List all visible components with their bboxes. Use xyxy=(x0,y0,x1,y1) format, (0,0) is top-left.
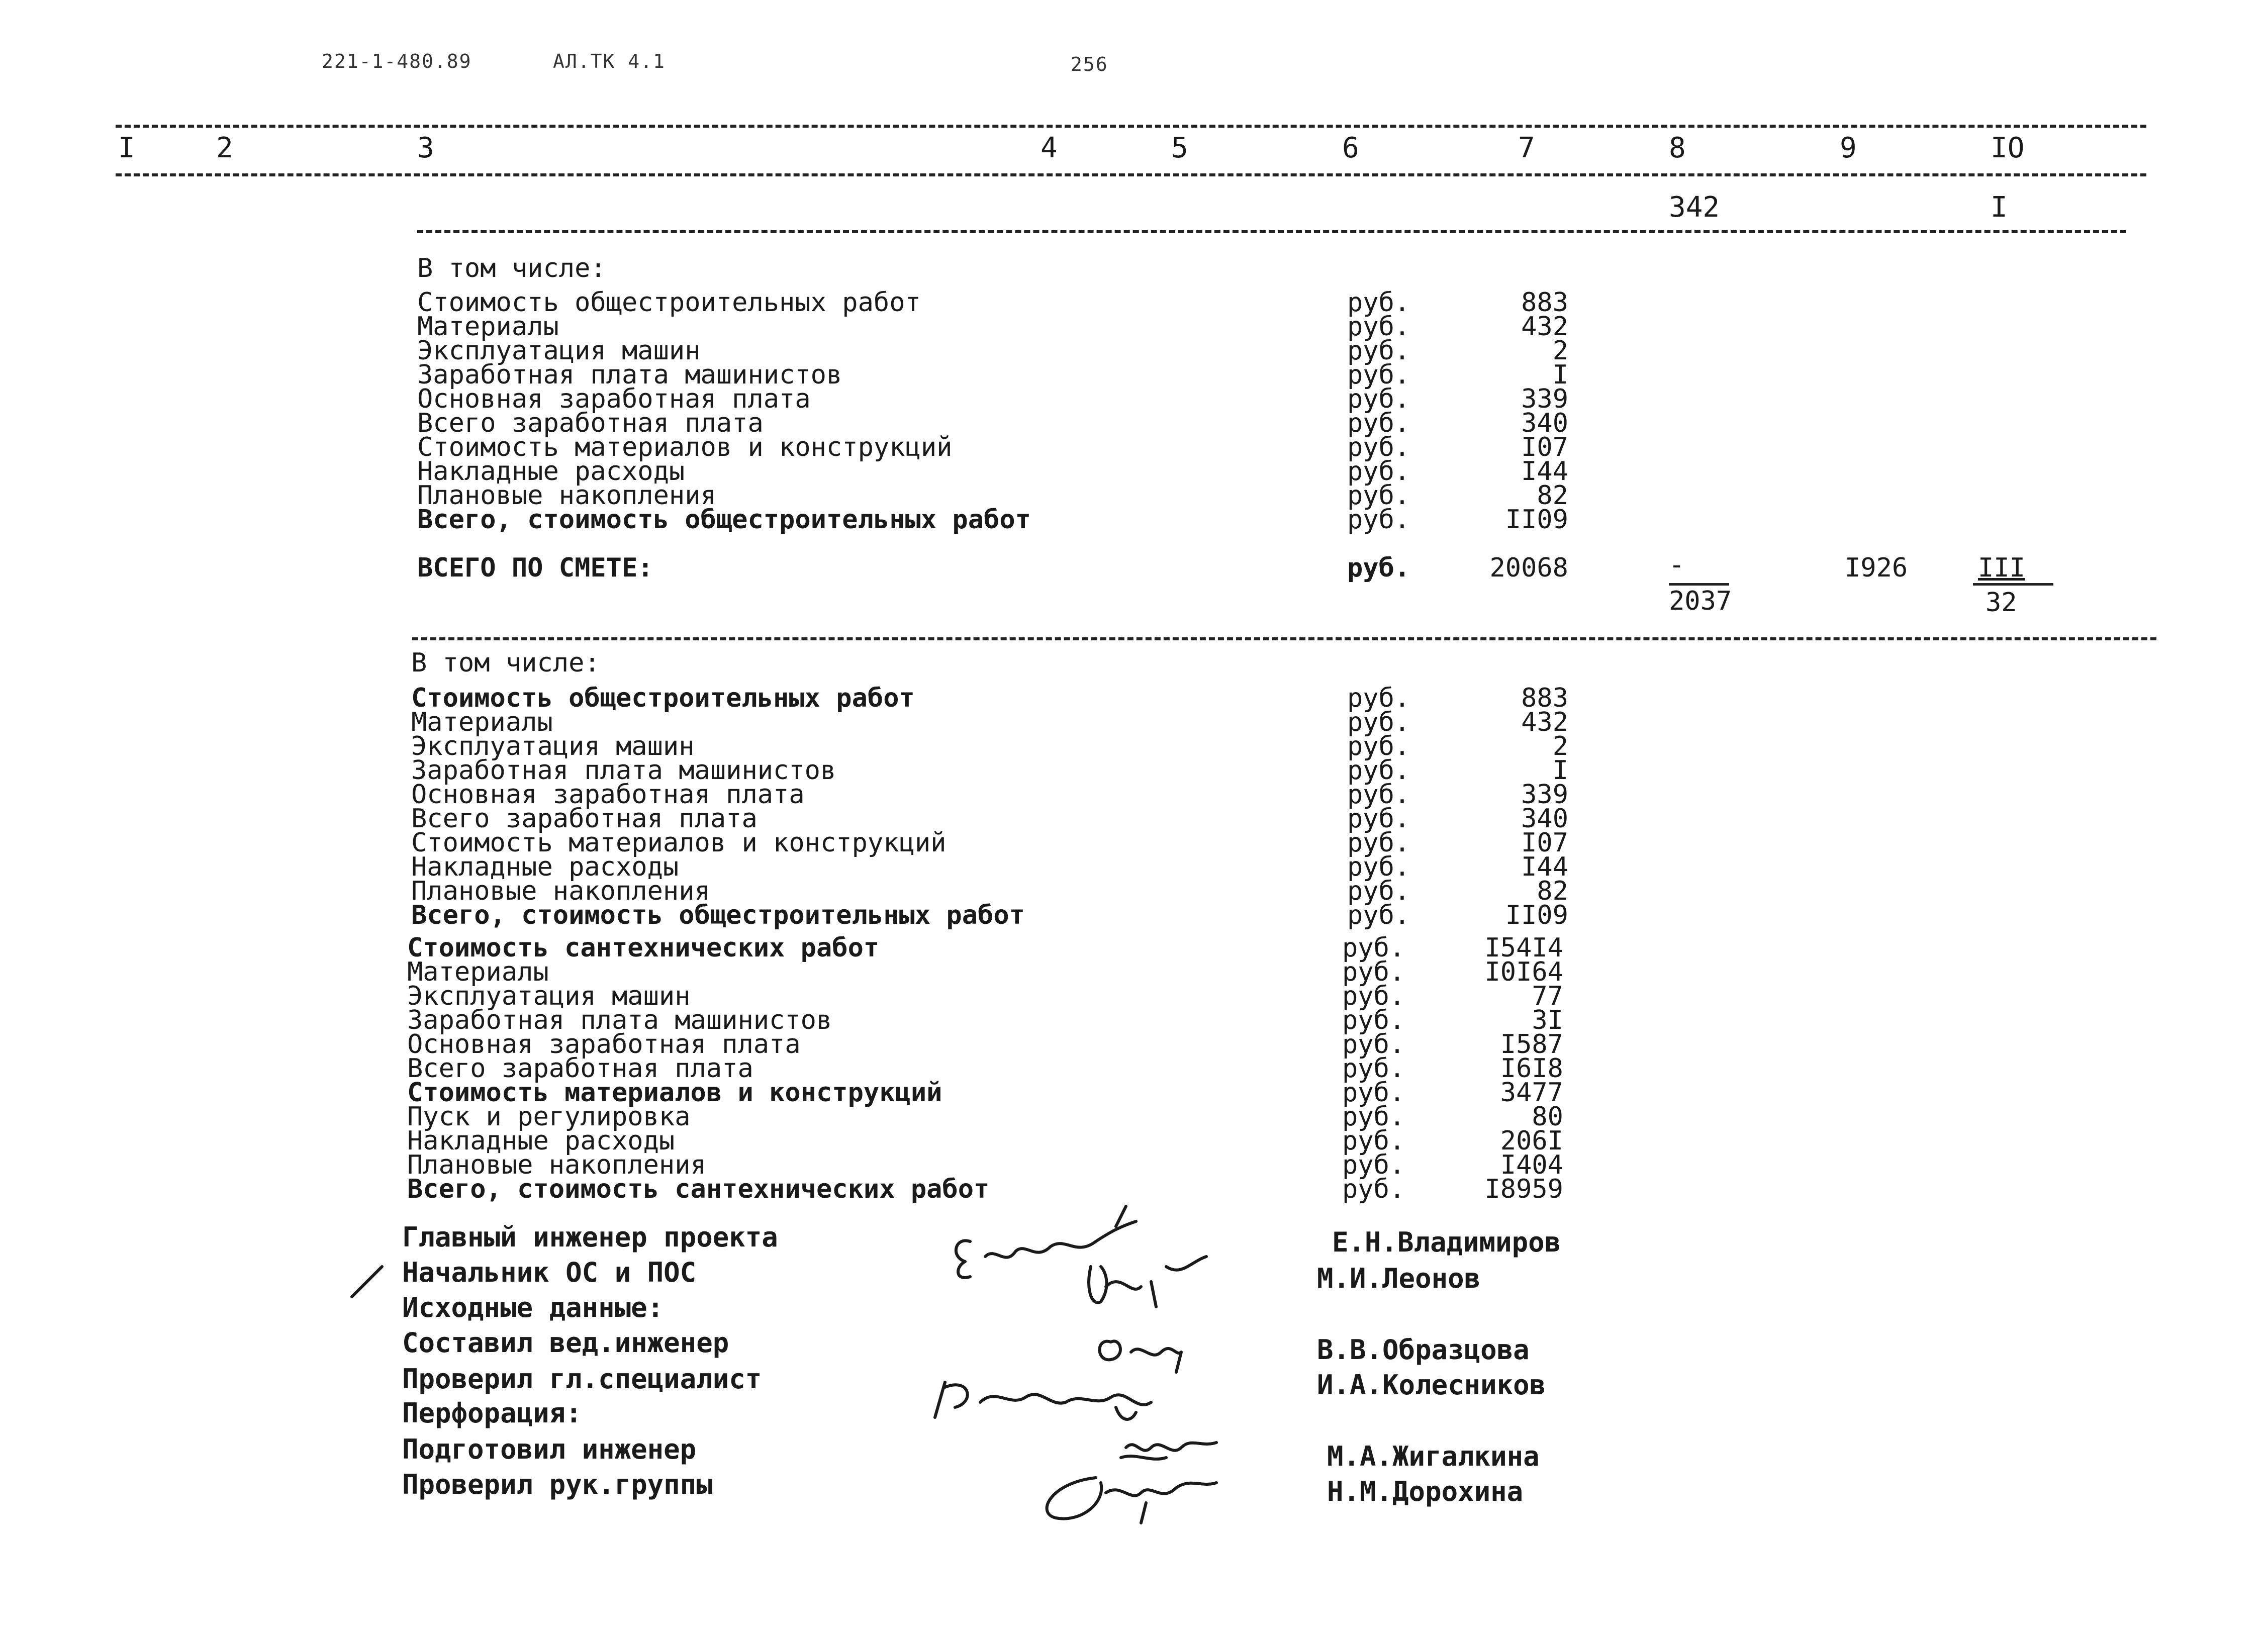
signature-name: Е.Н.Владимиров xyxy=(1332,1226,1561,1258)
section2-row-label: Основная заработная плата xyxy=(411,780,805,810)
signature-mark-3 xyxy=(1100,1341,1182,1372)
section2-row-unit: руб. xyxy=(1347,707,1410,737)
section1-row-value: II09 xyxy=(1505,505,1568,535)
signature-name: М.И.Леонов xyxy=(1317,1263,1481,1294)
section1-row-value: 340 xyxy=(1521,408,1568,438)
section3-row-value: I587 xyxy=(1500,1029,1563,1060)
signature-name: В.В.Образцова xyxy=(1317,1334,1530,1366)
section2-row-unit: руб. xyxy=(1347,876,1410,906)
total-col10-bottom: 32 xyxy=(1986,588,2017,618)
section3-row-value: I54I4 xyxy=(1484,933,1563,963)
section1-row-value: I07 xyxy=(1521,432,1568,462)
section1-row-label: Всего, стоимость общестроительных работ xyxy=(417,505,1031,535)
section2-row-value: I44 xyxy=(1521,852,1568,882)
total-value: 20068 xyxy=(1489,553,1568,583)
section2-row-label: Накладные расходы xyxy=(411,852,679,882)
section2-row-value: I xyxy=(1552,755,1568,786)
section2-row-label: Стоимость общестроительных работ xyxy=(411,683,915,713)
section2-row-label: Плановые накопления xyxy=(411,876,710,906)
column-number-1: I xyxy=(118,132,135,164)
section3-row-value: 3I xyxy=(1532,1005,1563,1035)
section2-row-label: Всего, стоимость общестроительных работ xyxy=(411,900,1025,930)
section1-row-label: Плановые накопления xyxy=(417,481,716,511)
album-code: АЛ.ТК 4.1 xyxy=(553,50,666,72)
section1-row-unit: руб. xyxy=(1347,360,1410,390)
section1-row-label: Стоимость общестроительных работ xyxy=(417,287,921,318)
column-number-10: IO xyxy=(1991,132,2025,164)
section3-row-unit: руб. xyxy=(1342,933,1405,963)
section3-row-label: Стоимость сантехнических работ xyxy=(407,933,880,963)
section2-heading: В том числе: xyxy=(411,648,600,678)
section3-row-unit: руб. xyxy=(1342,981,1405,1011)
section3-row-unit: руб. xyxy=(1342,1005,1405,1035)
section3-row-label: Накладные расходы xyxy=(407,1126,675,1156)
section2-row-unit: руб. xyxy=(1347,828,1410,858)
section3-row-label: Эксплуатация машин xyxy=(407,981,691,1011)
total-label: ВСЕГО ПО СМЕТЕ: xyxy=(417,553,653,583)
section2-row-value: 883 xyxy=(1521,683,1568,713)
section2-row-value: 339 xyxy=(1521,780,1568,810)
signature-name: М.А.Жигалкина xyxy=(1327,1441,1540,1472)
section2-row-label: Всего заработная плата xyxy=(411,804,758,834)
section2-row-unit: руб. xyxy=(1347,900,1410,930)
section2-row-unit: руб. xyxy=(1347,804,1410,834)
section3-row-unit: руб. xyxy=(1342,1126,1405,1156)
section1-row-unit: руб. xyxy=(1347,408,1410,438)
column-number-6: 6 xyxy=(1342,132,1359,164)
column-number-7: 7 xyxy=(1518,132,1535,164)
section3-row-value: 80 xyxy=(1532,1102,1563,1132)
total-unit: руб. xyxy=(1347,553,1410,583)
section3-row-label: Основная заработная плата xyxy=(407,1029,801,1060)
section2-row-value: I07 xyxy=(1521,828,1568,858)
column-number-4: 4 xyxy=(1041,132,1058,164)
section1-row-label: Заработная плата машинистов xyxy=(417,360,842,390)
section3-row-value: 3477 xyxy=(1500,1078,1563,1108)
signature-mark-6 xyxy=(1047,1478,1216,1523)
section1-row-unit: руб. xyxy=(1347,432,1410,462)
section3-row-value: 77 xyxy=(1532,981,1563,1011)
section2-row-label: Эксплуатация машин xyxy=(411,731,695,761)
signature-role: Перфорация: xyxy=(402,1397,582,1429)
section2-row-unit: руб. xyxy=(1347,683,1410,713)
column-number-9: 9 xyxy=(1840,132,1857,164)
section3-row-value: I0I64 xyxy=(1484,957,1563,987)
section2-row-value: II09 xyxy=(1505,900,1568,930)
section1-row-unit: руб. xyxy=(1347,312,1410,342)
column-number-3: 3 xyxy=(417,132,434,164)
section3-row-unit: руб. xyxy=(1342,1102,1405,1132)
section3-row-value: 206I xyxy=(1500,1126,1563,1156)
signature-name: И.А.Колесников xyxy=(1317,1369,1546,1401)
section3-row-unit: руб. xyxy=(1342,1029,1405,1060)
section1-heading: В том числе: xyxy=(417,253,606,283)
page-number: 256 xyxy=(1071,53,1108,75)
signature-mark-5 xyxy=(1121,1443,1216,1459)
signature-name: Н.М.Дорохина xyxy=(1327,1476,1524,1507)
signature-role: Составил вед.инженер xyxy=(402,1327,729,1359)
section2-row-label: Материалы xyxy=(411,707,553,737)
section3-row-label: Заработная плата машинистов xyxy=(407,1005,832,1035)
signature-role: Проверил гл.специалист xyxy=(402,1363,762,1395)
section1-row-value: 883 xyxy=(1521,287,1568,318)
section1-row-unit: руб. xyxy=(1347,384,1410,414)
section1-row-unit: руб. xyxy=(1347,505,1410,535)
section2-row-unit: руб. xyxy=(1347,755,1410,786)
section2-row-unit: руб. xyxy=(1347,780,1410,810)
column-number-5: 5 xyxy=(1171,132,1188,164)
signature-role: Главный инженер проекта xyxy=(402,1221,778,1253)
signature-role: Проверил рук.группы xyxy=(402,1469,713,1500)
section1-row-label: Эксплуатация машин xyxy=(417,336,701,366)
section3-row-unit: руб. xyxy=(1342,1150,1405,1180)
top-row-col8: 342 xyxy=(1669,191,1720,224)
doc-code: 221-1-480.89 xyxy=(322,50,472,72)
section1-row-value: I xyxy=(1552,360,1568,390)
section2-row-value: 340 xyxy=(1521,804,1568,834)
signature-mark-4 xyxy=(935,1382,1151,1419)
section3-row-value: I404 xyxy=(1500,1150,1563,1180)
section3-row-unit: руб. xyxy=(1342,957,1405,987)
signature-role: Исходные данные: xyxy=(402,1292,664,1323)
signature-mark-1 xyxy=(956,1206,1136,1278)
section1-row-value: 2 xyxy=(1552,336,1568,366)
section1-row-value: 432 xyxy=(1521,312,1568,342)
column-number-8: 8 xyxy=(1669,132,1686,164)
section1-row-label: Материалы xyxy=(417,312,559,342)
section3-row-unit: руб. xyxy=(1342,1053,1405,1084)
section1-row-label: Основная заработная плата xyxy=(417,384,811,414)
section3-row-label: Плановые накопления xyxy=(407,1150,706,1180)
total-col8-top: - xyxy=(1669,550,1685,580)
signature-role: Подготовил инженер xyxy=(402,1433,697,1465)
section2-row-unit: руб. xyxy=(1347,731,1410,761)
section2-row-unit: руб. xyxy=(1347,852,1410,882)
section1-row-label: Стоимость материалов и конструкций xyxy=(417,432,953,462)
section1-row-label: Накладные расходы xyxy=(417,456,685,487)
section1-row-label: Всего заработная плата xyxy=(417,408,764,438)
total-col10-top: III xyxy=(1978,553,2025,583)
section3-row-value: I8959 xyxy=(1484,1174,1563,1204)
total-col9: I926 xyxy=(1845,553,1908,583)
total-col8-bottom: 2037 xyxy=(1669,586,1732,616)
section3-row-label: Материалы xyxy=(407,957,549,987)
section3-row-label: Всего заработная плата xyxy=(407,1053,753,1084)
signature-mark-2 xyxy=(1089,1257,1206,1307)
section1-row-value: I44 xyxy=(1521,456,1568,487)
section3-row-label: Всего, стоимость сантехнических работ xyxy=(407,1174,990,1204)
column-number-2: 2 xyxy=(216,132,233,164)
section1-row-value: 82 xyxy=(1537,481,1568,511)
section3-row-value: I6I8 xyxy=(1500,1053,1563,1084)
section3-row-unit: руб. xyxy=(1342,1078,1405,1108)
section1-row-unit: руб. xyxy=(1347,287,1410,318)
section2-row-label: Заработная плата машинистов xyxy=(411,755,836,786)
top-row-col10: I xyxy=(1991,191,2008,224)
section2-row-value: 432 xyxy=(1521,707,1568,737)
section1-row-unit: руб. xyxy=(1347,336,1410,366)
section2-row-label: Стоимость материалов и конструкций xyxy=(411,828,947,858)
section1-row-unit: руб. xyxy=(1347,481,1410,511)
tick-mark xyxy=(352,1267,382,1297)
section3-row-unit: руб. xyxy=(1342,1174,1405,1204)
section2-row-value: 82 xyxy=(1537,876,1568,906)
section3-row-label: Стоимость материалов и конструкций xyxy=(407,1078,942,1108)
section2-row-value: 2 xyxy=(1552,731,1568,761)
signature-role: Начальник ОС и ПОС xyxy=(402,1257,697,1288)
section3-row-label: Пуск и регулировка xyxy=(407,1102,691,1132)
section1-row-unit: руб. xyxy=(1347,456,1410,487)
section1-row-value: 339 xyxy=(1521,384,1568,414)
